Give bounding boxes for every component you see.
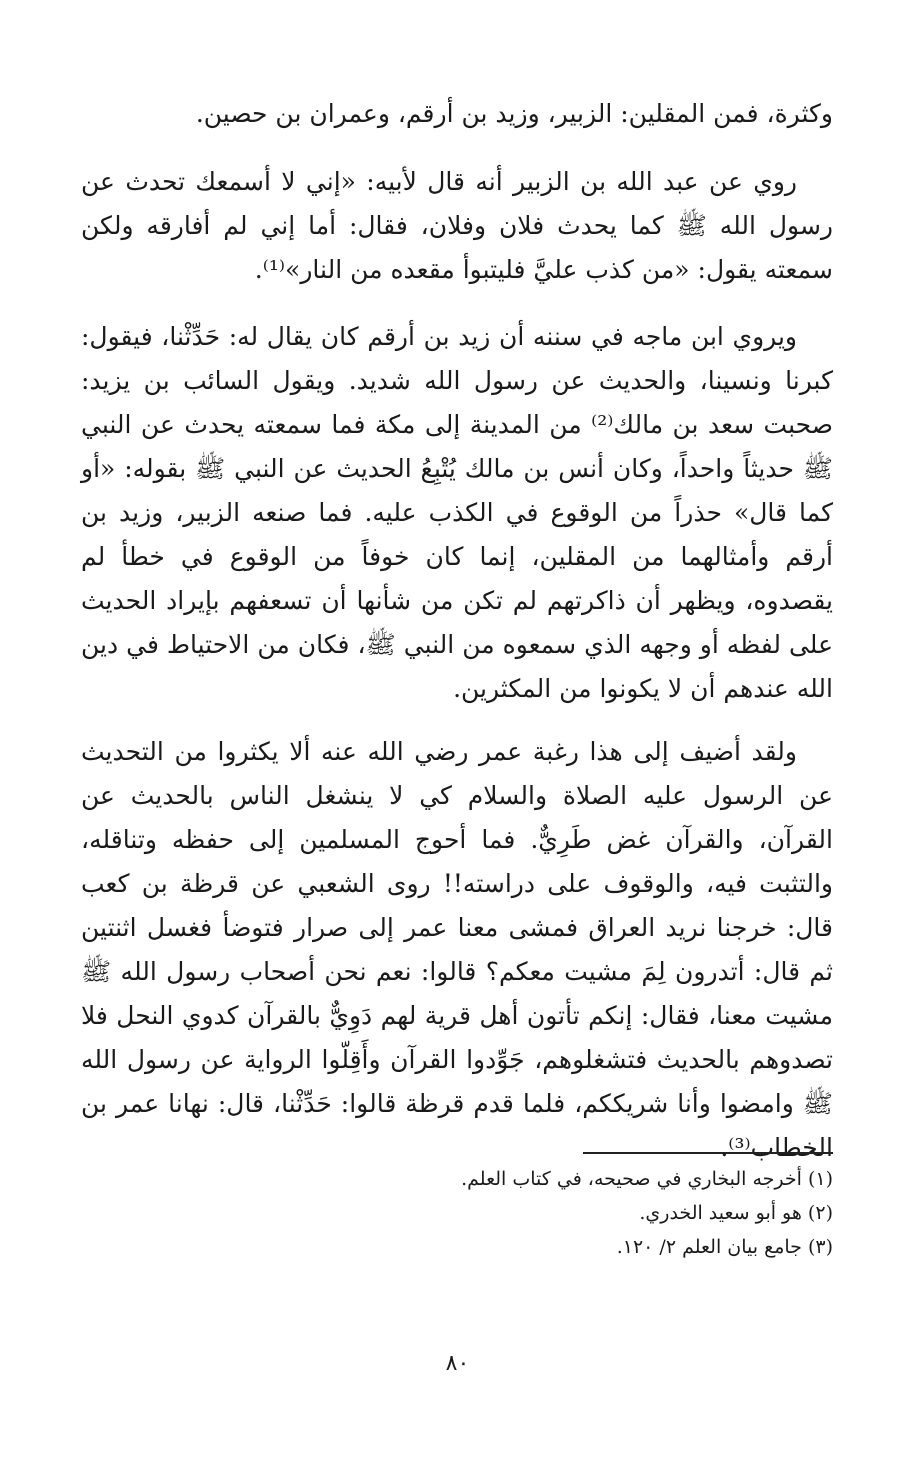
footnote-divider bbox=[583, 1152, 833, 1154]
footnote-2: (٢) هو أبو سعيد الخدري. bbox=[639, 1202, 833, 1224]
footnotes bbox=[81, 1162, 833, 1264]
paragraph-ibn-zubayr: روي عن عبد الله بن الزبير أنه قال لأبيه: «إني لا أسمعك تحدث عن رسول الله ﷺ كما يحدث فلان وفلان، فقال: أما إني لم أفارقه ولكن سمعته يقول: «من كذب عليَّ فليتبوأ مقعده من النار»⁽¹⁾. bbox=[81, 167, 833, 284]
paragraph-umar: ولقد أضيف إلى هذا رغبة عمر رضي الله عنه ألا يكثروا من التحديث عن الرسول عليه الصلاة والسلام كي لا ينشغل الناس بالحديث عن القرآن، والقرآن غض طَرِيٌّ. فما أحوج المسلمين إلى حفظه وتناقله، والتثبت فيه، والوقوف على دراسته!! روى الشعبي عن قرظة بن كعب قال: خرجنا نريد العراق فمشى معنا عمر إلى صرار فتوضأ فغسل اثنتين ثم قال: أتدرون لِمَ مشيت معكم؟ قالوا: نعم نحن أصحاب رسول الله ﷺ مشيت معنا، فقال: إنكم تأتون أهل قرية لهم دَوِيٌّ بالقرآن كدوي النحل فلا تصدوهم بالحديث فتشغلوهم، جَوِّدوا القرآن وأَقِلّوا الرواية عن رسول الله ﷺ وامضوا وأنا شريككم، فلما قدم قرظة قالوا: حَدِّثْنا، قال: نهانا عمر بن الخطاب⁽³⁾. bbox=[81, 737, 833, 1162]
paragraph-ibn-majah: ويروي ابن ماجه في سننه أن زيد بن أرقم كان يقال له: حَدِّثْنا، فيقول: كبرنا ونسينا، والحديث عن رسول الله شديد. ويقول السائب بن يزيد: صحبت سعد بن مالك⁽²⁾ من المدينة إلى مكة فما سمعته يحدث عن النبي ﷺ حديثاً واحداً، وكان أنس بن مالك يُتْبِعُ الحديث عن النبي ﷺ بقوله: «أو كما قال» حذراً من الوقوع في الكذب عليه. فما صنعه الزبير، وزيد بن أرقم وأمثالهما من المقلين، إنما كان خوفاً من الوقوع في خطأ لم يقصدوه، ويظهر أن ذاكرتهم لم تكن من شأنها أن تسعفهم بإيراد الحديث على لفظه أو وجهه الذي سمعوه من النبي ﷺ، فكان من الاحتياط في دين الله عندهم أن لا يكونوا من المكثرين. bbox=[81, 322, 833, 703]
footnote-3: (٣) جامع بيان العلم ٢/ ١٢٠. bbox=[616, 1236, 833, 1258]
page-number: ٨٠ bbox=[445, 1351, 470, 1376]
paragraph-continuation: وكثرة، فمن المقلين: الزبير، وزيد بن أرقم، وعمران بن حصين. bbox=[195, 99, 833, 128]
footnote-1: (١) أخرجه البخاري في صحيحه، في كتاب العلم. bbox=[461, 1168, 833, 1190]
